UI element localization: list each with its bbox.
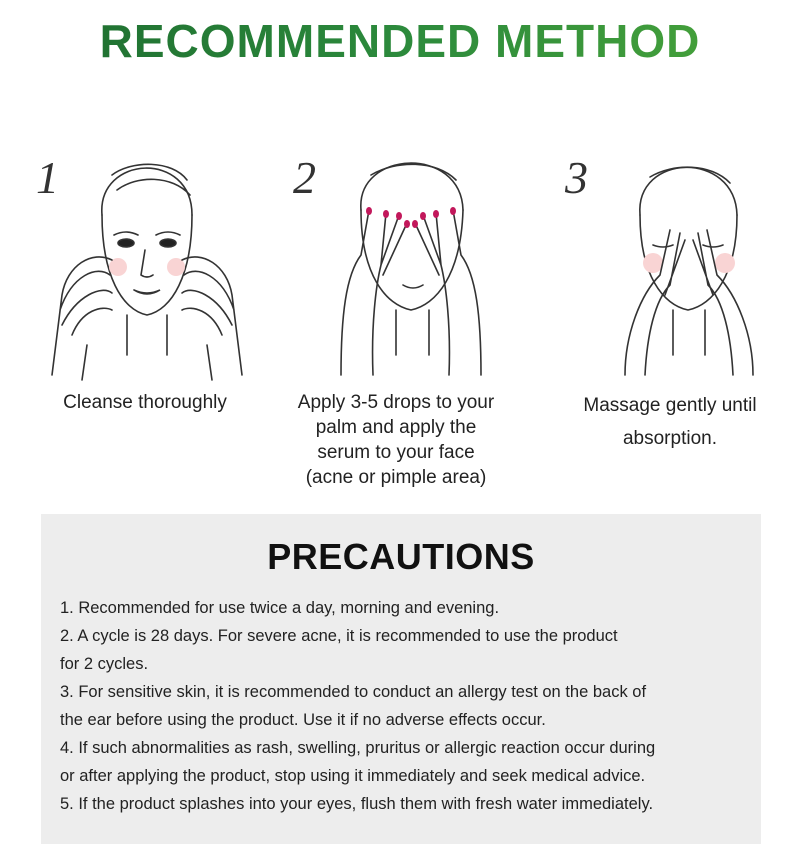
step-text-line: Massage gently until <box>583 395 757 416</box>
precautions-panel <box>41 514 761 844</box>
precaution-line: 2. A cycle is 28 days. For severe acne, it is recommended to use the product <box>60 627 618 645</box>
step-text-line: Apply 3-5 drops to your <box>297 392 495 413</box>
step-2 <box>271 135 521 495</box>
step-3 <box>545 135 795 495</box>
step-text-line: palm and apply the <box>315 417 477 438</box>
face-cleanse-illustration <box>42 135 252 385</box>
step-text-line: serum to your face <box>317 442 475 463</box>
precaution-line: 5. If the product splashes into your eyes, flush them with fresh water immediately. <box>60 795 654 813</box>
step-1 <box>20 135 270 495</box>
step-text-line: (acne or pimple area) <box>305 467 487 488</box>
precaution-line: 1. Recommended for use twice a day, morning and evening. <box>60 599 500 617</box>
step-number: 3 <box>565 152 588 203</box>
step-text <box>271 390 521 490</box>
step-number: 2 <box>293 152 316 203</box>
step-text-line: absorption. <box>622 428 717 449</box>
step-text <box>545 389 795 455</box>
step-number: 1 <box>36 152 59 203</box>
precaution-line: the ear before using the product. Use it if no adverse effects occur. <box>60 711 546 729</box>
precaution-line: 3. For sensitive skin, it is recommended to conduct an allergy test on the back of <box>60 683 647 701</box>
precaution-line: or after applying the product, stop using it immediately and seek medical advice. <box>60 767 646 785</box>
step-text: Cleanse thoroughly <box>63 392 227 413</box>
page-title: RECOMMENDED METHOD <box>0 14 800 68</box>
apply-serum-illustration <box>311 135 521 385</box>
precautions-list <box>60 594 750 818</box>
massage-illustration <box>585 135 795 385</box>
precautions-title: PRECAUTIONS <box>267 536 535 577</box>
precaution-line: 4. If such abnormalities as rash, swelling, pruritus or allergic reaction occur during <box>60 739 656 757</box>
precaution-line: for 2 cycles. <box>60 655 149 673</box>
